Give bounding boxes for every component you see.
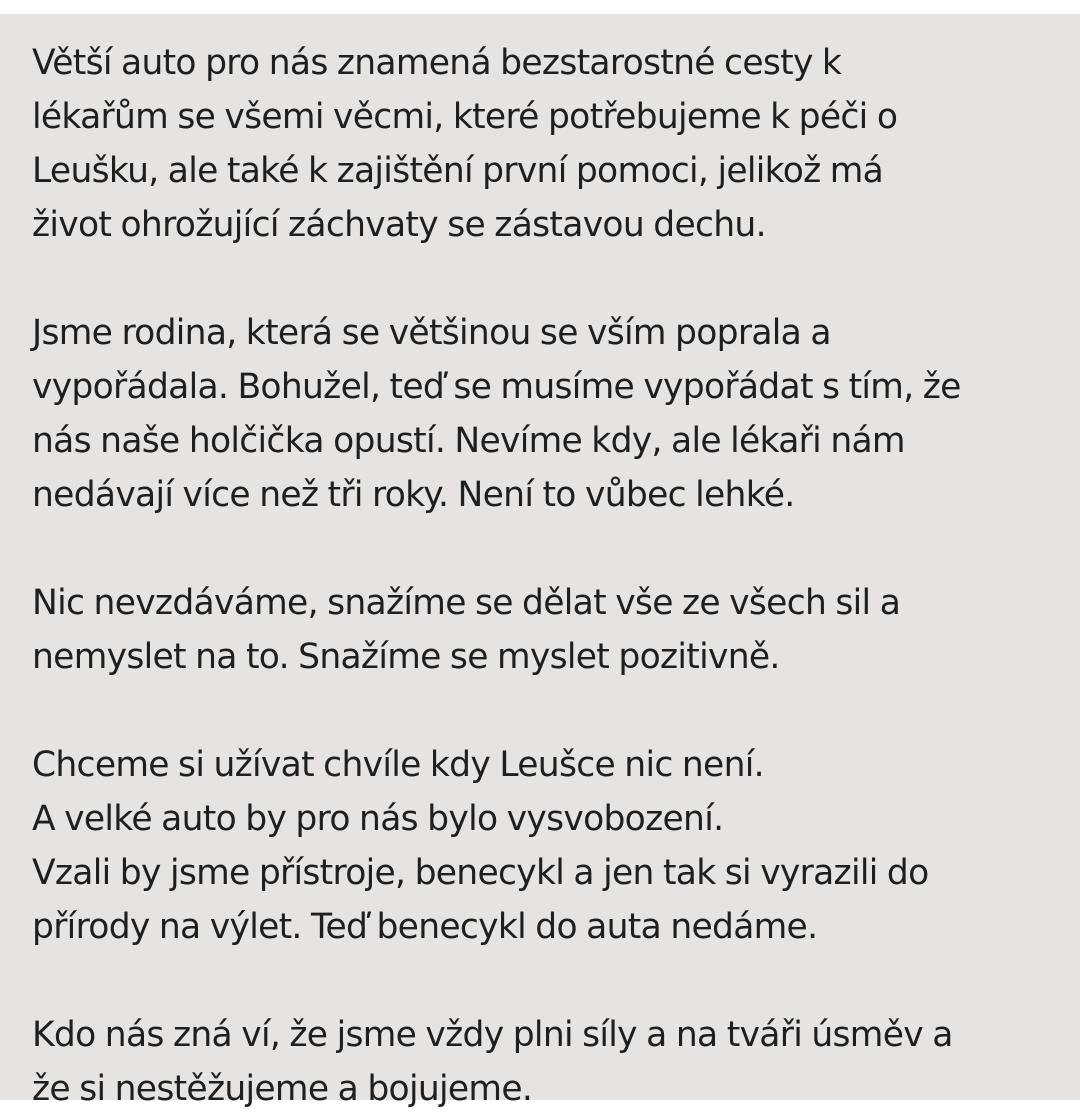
text-line: nedávají více než tři roky. Není to vůbec lehké. bbox=[32, 475, 795, 515]
text-line: Chceme si užívat chvíle kdy Leušce nic není. bbox=[32, 745, 764, 785]
text-line: přírody na výlet. Teď benecykl do auta nedáme. bbox=[32, 907, 818, 947]
text-card bbox=[0, 14, 1080, 1109]
text-line: vypořádala. Bohužel, teď se musíme vypořádat s tím, že bbox=[32, 367, 961, 407]
paragraph-closing bbox=[32, 1008, 1072, 1116]
text-line: život ohrožující záchvaty se zástavou dechu. bbox=[32, 205, 766, 245]
paragraph-family bbox=[32, 306, 1072, 522]
text-line: nemyslet na to. Snažíme se myslet pozitivně. bbox=[32, 637, 780, 677]
text-body bbox=[32, 36, 1072, 1116]
text-line: Leušku, ale také k zajištění první pomoci, jelikož má bbox=[32, 151, 884, 191]
text-line: A velké auto by pro nás bylo vysvobození. bbox=[32, 799, 724, 839]
paragraph-car-needs bbox=[32, 36, 1072, 252]
text-line: Větší auto pro nás znamená bezstarostné cesty k bbox=[32, 43, 842, 83]
text-line: Kdo nás zná ví, že jsme vždy plni síly a na tváři úsměv a bbox=[32, 1015, 953, 1055]
paragraph-big-car bbox=[32, 738, 1072, 954]
text-line: že si nestěžujeme a bojujeme. bbox=[32, 1069, 533, 1109]
text-line: Nic nevzdáváme, snažíme se dělat vše ze všech sil a bbox=[32, 583, 901, 623]
text-line: nás naše holčička opustí. Nevíme kdy, ale lékaři nám bbox=[32, 421, 905, 461]
text-line: Vzali by jsme přístroje, benecykl a jen tak si vyrazili do bbox=[32, 853, 929, 893]
text-line: Jsme rodina, která se většinou se vším poprala a bbox=[32, 313, 831, 353]
paragraph-positivity bbox=[32, 576, 1072, 684]
text-line: lékařům se všemi věcmi, které potřebujeme k péči o bbox=[32, 97, 898, 137]
